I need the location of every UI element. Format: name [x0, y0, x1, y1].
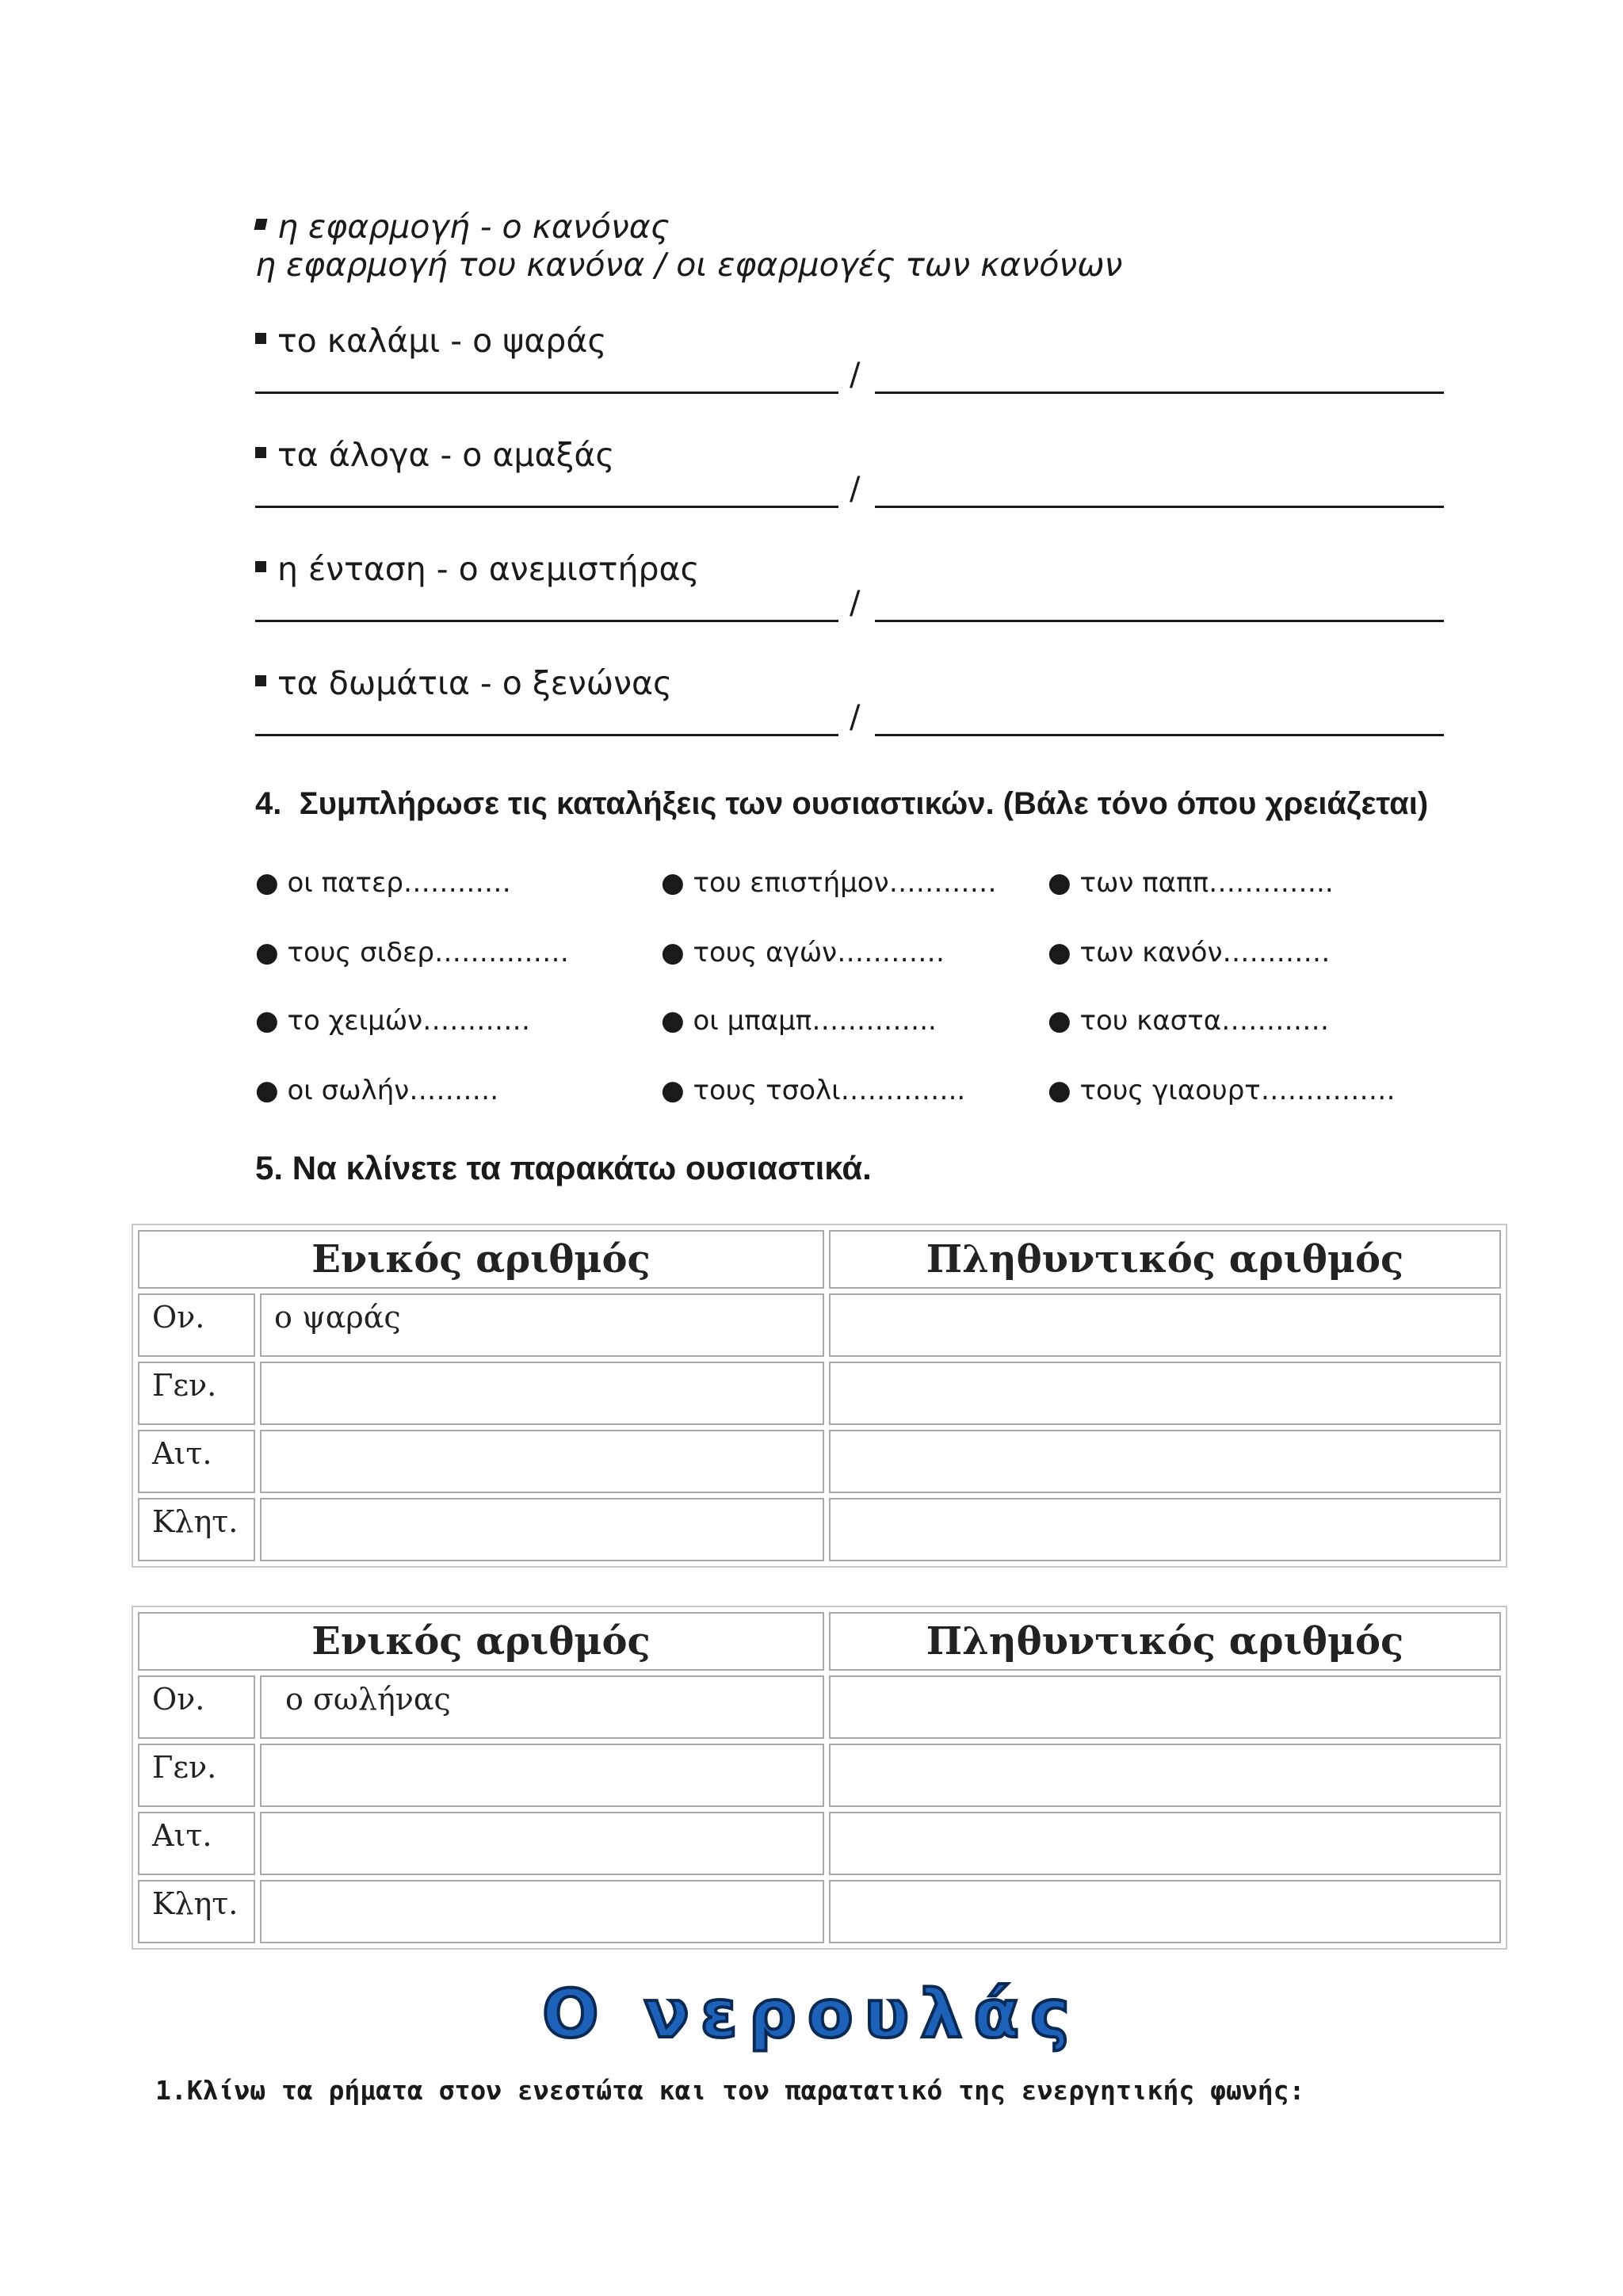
exercise-4-title: Συμπλήρωσε τις καταλήξεις των ουσιαστικών. (Βάλε τόνο όπου χρειάζεται)	[299, 786, 1429, 821]
fill-item[interactable]: ● του επιστήμον…………	[661, 867, 997, 899]
case-label: Αιτ.	[138, 1430, 255, 1493]
fill-item[interactable]: ● των παππ…………..	[1048, 867, 1334, 899]
answer-line-plural[interactable]	[875, 734, 1444, 736]
item-pair-text: η ένταση - ο ανεμιστήρας	[277, 550, 700, 588]
case-label: Κλητ.	[138, 1498, 255, 1561]
square-bullet-icon	[255, 561, 266, 572]
singular-cell[interactable]	[260, 1498, 824, 1561]
answer-line-plural[interactable]	[875, 392, 1444, 394]
square-bullet-icon	[255, 333, 266, 344]
item-pair-4	[255, 664, 672, 702]
singular-cell[interactable]	[260, 1744, 824, 1807]
header-plural: Πληθυντικός αριθμός	[829, 1230, 1501, 1289]
case-label: Γεν.	[138, 1744, 255, 1807]
square-bullet-icon	[255, 675, 266, 686]
answer-line-singular[interactable]	[255, 392, 838, 394]
answer-line-singular[interactable]	[255, 506, 838, 508]
fill-item[interactable]: ● οι πατερ…………	[255, 867, 511, 899]
declension-table-1	[132, 1224, 1507, 1568]
separator: /	[850, 471, 861, 507]
plural-cell[interactable]	[829, 1293, 1501, 1357]
answer-line-singular[interactable]	[255, 734, 838, 736]
answer-line-plural[interactable]	[875, 506, 1444, 508]
plural-cell[interactable]	[829, 1362, 1501, 1425]
exercise-4-number: 4.	[255, 786, 282, 821]
case-label: Κλητ.	[138, 1880, 255, 1943]
answer-line-singular[interactable]	[255, 620, 838, 622]
answer-line-plural[interactable]	[875, 620, 1444, 622]
exercise-4-heading	[255, 786, 1428, 822]
fill-item[interactable]: ● τους αγών…………	[661, 937, 945, 968]
plural-cell[interactable]	[829, 1498, 1501, 1561]
header-singular: Ενικός αριθμός	[138, 1230, 824, 1289]
separator: /	[850, 585, 861, 621]
item-pair-3	[255, 550, 700, 588]
fill-item[interactable]: ● τους τσολι…………..	[661, 1075, 966, 1106]
next-exercise-instruction: 1.Κλίνω τα ρήματα στον ενεστώτα και τον παρατατικό της ενεργητικής φωνής:	[155, 2075, 1305, 2106]
fill-item[interactable]: ● τους γιαουρτ……………	[1048, 1075, 1396, 1106]
section-title-wordart: Ο νερουλάς	[542, 1975, 1081, 2053]
square-bullet-icon	[254, 219, 268, 230]
singular-cell[interactable]	[260, 1362, 824, 1425]
declension-table-2	[132, 1606, 1507, 1950]
singular-cell[interactable]: ο ψαράς	[260, 1293, 824, 1357]
singular-cell[interactable]: ο σωλήνας	[260, 1675, 824, 1739]
exercise-5-heading: 5. Να κλίνετε τα παρακάτω ουσιαστικά.	[255, 1149, 872, 1186]
plural-cell[interactable]	[829, 1744, 1501, 1807]
plural-cell[interactable]	[829, 1812, 1501, 1875]
case-label: Ον.	[138, 1675, 255, 1739]
fill-item[interactable]: ● των κανόν…………	[1048, 937, 1331, 968]
item-pair-text: τα δωμάτια - ο ξενώνας	[277, 664, 673, 702]
case-label: Αιτ.	[138, 1812, 255, 1875]
fill-item[interactable]: ● οι σωλήν……….	[255, 1075, 499, 1106]
fill-item[interactable]: ● του καστα…………	[1048, 1005, 1330, 1037]
header-singular: Ενικός αριθμός	[138, 1612, 824, 1671]
singular-cell[interactable]	[260, 1430, 824, 1493]
plural-cell[interactable]	[829, 1430, 1501, 1493]
header-plural: Πληθυντικός αριθμός	[829, 1612, 1501, 1671]
example-pair	[255, 208, 670, 246]
fill-item[interactable]: ● τους σιδερ……………	[255, 937, 569, 968]
case-label: Γεν.	[138, 1362, 255, 1425]
fill-item[interactable]: ● το χειμών…………	[255, 1005, 531, 1037]
item-pair-1	[255, 322, 606, 360]
item-pair-text: τα άλογα - ο αμαξάς	[277, 436, 615, 474]
separator: /	[850, 699, 861, 735]
square-bullet-icon	[255, 447, 266, 458]
plural-cell[interactable]	[829, 1880, 1501, 1943]
plural-cell[interactable]	[829, 1675, 1501, 1739]
item-pair-text: το καλάμι - ο ψαράς	[277, 322, 607, 360]
example-answer: η εφαρμογή του κανόνα / οι εφαρμογές των κανόνων	[255, 246, 1123, 284]
singular-cell[interactable]	[260, 1812, 824, 1875]
item-pair-2	[255, 436, 614, 474]
case-label: Ον.	[138, 1293, 255, 1357]
fill-item[interactable]: ● οι μπαμπ…………..	[661, 1005, 937, 1037]
separator: /	[850, 357, 861, 393]
singular-cell[interactable]	[260, 1880, 824, 1943]
example-pair-text: η εφαρμογή - ο κανόνας	[277, 208, 670, 246]
